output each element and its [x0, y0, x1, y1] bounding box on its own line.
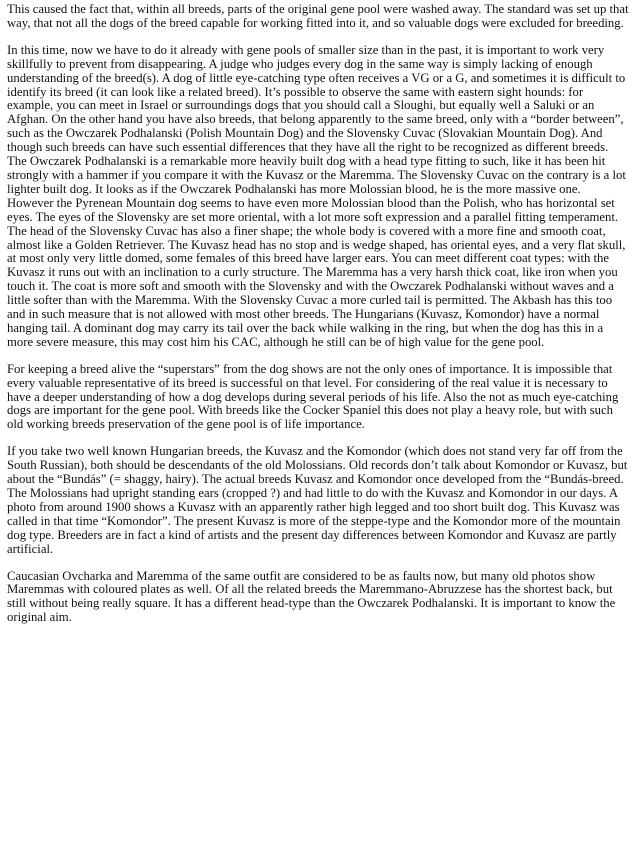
paragraph-superstars: For keeping a breed alive the “superstars” from the dog shows are not the only ones of importance. It is impossible that every valuable representative of its breed is successful on that level. For considering of the real value it is necessary to have a deeper understanding of how a dog develops during several periods of his life. Also the not as much eye-catching dogs are important for the gene pool. With breeds like the Cocker Spaniel this does not play a heavy role, but with such old working breeds preservation of the gene pool is of life importance.	[7, 361, 619, 432]
paragraph-gene-pool-standard: This caused the fact that, within all breeds, parts of the original gene pool were washed away. The standard was set up that way, that not all the dogs of the breed capable for working fitted into it, and so valuable dogs were excluded for breeding.	[7, 2, 629, 30]
paragraph-caucasian-maremma: Caucasian Ovcharka and Maremma of the same outfit are considered to be as faults now, but many old photos show Maremmas with coloured plates as well. Of all the related breeds the Maremmano-Abruzzese has the shortest back, but still without being really square. It has a different head-type than the Owczarek Podhalanski. It is important to know the original aim.	[7, 568, 616, 625]
paragraph-hungarian-breeds: If you take two well known Hungarian breeds, the Kuvasz and the Komondor (which does not stand very far off from the South Russian), both should be descendants of the old Molossians. Old records don’t talk about Komondor or Kuvasz, but about the “Bundás” (= shaggy, hairy). The actual breeds Kuvasz and Komondor once developed from the “Bundás-breed. The Molossians had upright standing ears (cropped ?) and had little to do with the Kuvasz and Komondor in our days. A photo from around 1900 shows a Kuvasz with an apparently rather high legged and too short built dog. This Kuvasz was called in that time “Komondor”. The present Kuvasz is more of the steppe-type and the Komondor more of the mountain dog type. Breeders are in fact a kind of artists and the present day differences between Komondor and Kuvasz are partly artificial.	[7, 444, 628, 556]
paragraph-judging-breeds: In this time, now we have to do it already with gene pools of smaller size than in the past, it is important to work very skillfully to prevent from disappearing. A judge who judges every dog in the same way is simply lacking of enough understanding of the breed(s). A dog of little eye-catching type often receives a VG or a G, and sometimes it is difficult to identify its breed (it can look like a related breed). It’s possible to observe the same with eastern sight hounds: for example, you can meet in Israel or surroundings dogs that you should call a Sloughi, but equally well a Saluki or an Afghan. On the other hand you have also breeds, that belong apparently to the same breed, only with a “border between”, such as the Owczarek Podhalanski (Polish Mountain Dog) and the Slovensky Cuvac (Slovakian Mountain Dog). And though such breeds can have such essential differences that they have all the right to be recognized as different breeds. The Owczarek Podhalanski is a remarkable more heavily built dog with a head type fitting to such, like it has been hit strongly with a hammer if you compare it with the Kuvasz or the Maremma. The Slovensky Cuvac on the contrary is a lot lighter built dog. It looks as if the Owczarek Podhalanski has more Molossian blood, he is the more massive one. However the Pyrenean Mountain dog seems to have even more Molossian blood than the Polish, who has horizontal set eyes. The eyes of the Slovensky are set more oriental, with a lot more soft expression and a parallel fitting temperament. The head of the Slovensky Cuvac has also a finer shape; the whole body is covered with a more fine and smooth coat, almost like a Golden Retriever. The Kuvasz head has no stop and is wedge shaped, has oriental eyes, and a very flat skull, at most only very little domed, some females of this breed have larger ears. You can meet different coat types: with the Kuvasz it runs out with an inclination to a curly structure. The Maremma has a very harsh thick coat, like iron when you touch it. The coat is more soft and smooth with the Slovensky and with the Owczarek Podhalanski without waves and a little softer than with the Maremma. With the Slovensky Cuvac a more curled tail is permitted. The Akbash has this too and in such measure that is not allowed with most other breeds. The Hungarians (Kuvasz, Komondor) have a normal hanging tail. A dominant dog may carry its tail over the back while walking in the ring, but when the dog has this in a more severe measure, this may cost him his CAC, although he still can be of high value for the gene pool.	[7, 42, 626, 349]
